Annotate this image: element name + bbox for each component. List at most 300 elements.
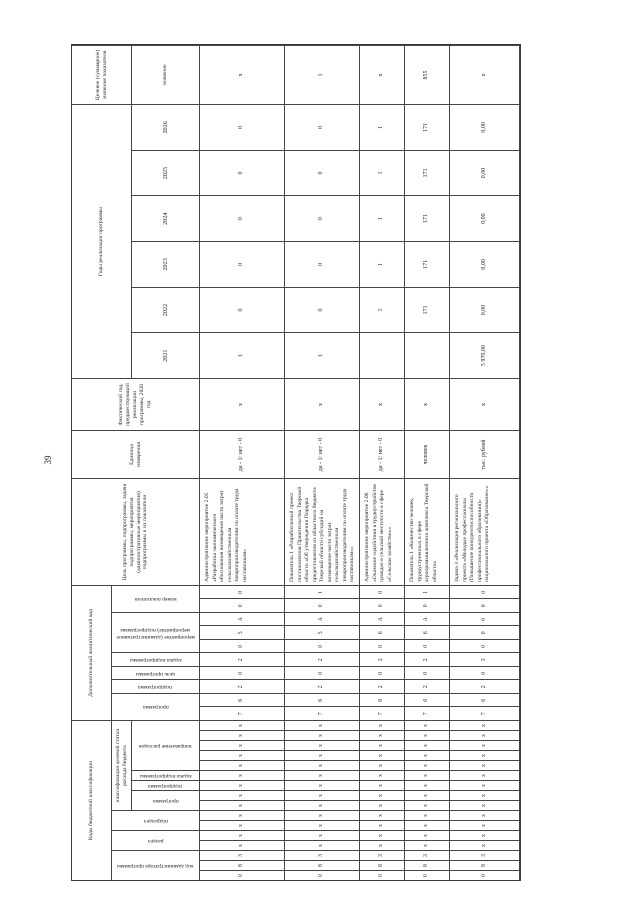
page-number: 39	[43, 455, 53, 465]
budget-code-cell-text: 3	[480, 854, 487, 857]
budget-code-cell	[200, 820, 285, 830]
year-value-cell-text: 1	[378, 308, 385, 312]
analytic-code-cell	[200, 639, 285, 653]
budget-code-cell-text: х	[423, 824, 430, 827]
analytic-code-cell-text: А	[423, 617, 430, 622]
fact-cell-text: х	[423, 403, 430, 406]
analytic-code-cell	[450, 680, 520, 694]
year-value-cell	[285, 332, 360, 378]
budget-code-cell	[285, 760, 360, 770]
analytic-code-cell	[360, 599, 405, 613]
target-value-cell-text: 855	[423, 70, 430, 80]
budget-code-cell	[450, 850, 520, 860]
budget-code-cell	[450, 720, 520, 730]
target-value-cell	[405, 45, 450, 104]
budget-code-cell-text: х	[423, 734, 430, 737]
analytic-code-cell	[450, 666, 520, 680]
budget-code-cell	[405, 760, 450, 770]
analytic-code-cell-text: 2	[378, 658, 385, 662]
analytic-code-cell-text: 6	[238, 698, 245, 702]
year-value-cell	[405, 104, 450, 150]
analytic-code-cell-text: 2	[238, 658, 245, 662]
budget-code-cell	[450, 870, 520, 880]
fact-cell-text: х	[238, 403, 245, 406]
analytic-code-cell	[450, 612, 520, 626]
budget-code-cell	[285, 780, 360, 790]
year-value-cell	[450, 104, 520, 150]
budget-code-cell	[405, 780, 450, 790]
analytic-code-header	[72, 585, 112, 720]
budget-code-cell-text: х	[423, 814, 430, 817]
fact-cell	[450, 378, 520, 430]
budget-code-cell	[285, 810, 360, 820]
cs-subprogram-header	[132, 780, 200, 790]
analytic-code-cell	[450, 707, 520, 721]
analytic-code-cell-text: 6	[378, 698, 385, 702]
budget-code-cell	[285, 840, 360, 850]
year-value-cell-text: 171	[423, 305, 430, 315]
an-subprogram-header-text: подпрограмма	[138, 684, 173, 691]
budget-code-cell-text: 8	[480, 864, 487, 867]
budget-code-cell	[450, 810, 520, 820]
budget-code-cell-text: х	[318, 754, 325, 757]
analytic-code-cell-text: 0	[378, 671, 385, 675]
unit-cell	[405, 430, 450, 478]
year-value-cell-text: 0	[238, 308, 245, 312]
budget-code-cell-text: х	[480, 724, 487, 727]
year-value-cell-text: 0	[238, 171, 245, 175]
budget-code-cell-text: х	[238, 844, 245, 847]
cs-program-header-text: программа	[152, 798, 179, 804]
analytic-code-cell-text: 0	[238, 604, 245, 608]
budget-code-cell-text: х	[423, 804, 430, 807]
budget-code-cell	[360, 790, 405, 800]
goal-text-cell-text: Показатель 1 «Разработанный проект постановления Правительства Тверской области «Об утверждении Порядка предоставления из областного бюджета Тверской области субсидий на возмещение части затрат сельскохозяйственным товаропроизводителям по оплате труда наставникам»»	[289, 486, 356, 582]
analytic-code-cell	[450, 693, 520, 707]
budget-code-cell	[450, 750, 520, 760]
budget-code-cell	[450, 840, 520, 850]
analytic-code-cell-text: 0	[238, 671, 245, 675]
analytic-code-header-text: Дополнительный аналитический код	[88, 609, 94, 697]
analytic-code-cell-text: 5	[318, 631, 325, 635]
section-header-text: раздел	[147, 838, 164, 844]
fact-header	[72, 378, 200, 430]
budget-code-cell-text: 3	[423, 854, 430, 857]
budget-code-cell	[285, 740, 360, 750]
year-value-cell	[450, 195, 520, 241]
year-header-text: 2021	[161, 349, 169, 362]
analytic-code-cell	[405, 707, 450, 721]
budget-code-cell	[360, 740, 405, 750]
budget-code-cell-text: х	[378, 734, 385, 737]
table-row	[200, 45, 285, 880]
fact-header-text: Фактический год, предшествующий реализации программы, 2020 год	[118, 383, 152, 426]
analytic-code-cell-text: 0	[480, 604, 487, 608]
cs-task-header-text: задача подпрограммы	[139, 773, 192, 779]
analytic-code-cell-text: 0	[480, 644, 487, 648]
analytic-code-cell	[285, 585, 360, 599]
analytic-code-cell-text: 6	[480, 698, 487, 702]
budget-code-cell-text: х	[378, 784, 385, 787]
analytic-code-cell-text: А	[378, 617, 385, 622]
analytic-code-cell	[285, 639, 360, 653]
year-header	[132, 287, 200, 333]
budget-code-cell	[360, 840, 405, 850]
analytic-code-cell-text: 6	[423, 631, 430, 635]
analytic-code-cell	[405, 599, 450, 613]
cs-program-header	[132, 790, 200, 810]
year-header	[132, 332, 200, 378]
budget-code-cell-text: 0	[480, 874, 487, 877]
analytic-code-cell-text: 7	[238, 712, 245, 716]
table-row	[285, 45, 360, 880]
budget-code-cell	[200, 750, 285, 760]
an-program-header-text: программа	[142, 704, 169, 711]
budget-code-cell	[405, 870, 450, 880]
year-value-cell	[285, 287, 360, 333]
subsection-header	[112, 810, 200, 830]
budget-code-cell	[360, 750, 405, 760]
fact-cell-text: х	[318, 403, 325, 406]
analytic-code-cell-text: А	[238, 617, 245, 622]
budget-code-cell	[360, 810, 405, 820]
goal-header	[72, 478, 200, 585]
budget-code-cell	[200, 860, 285, 870]
budget-code-cell-text: 3	[238, 854, 245, 857]
year-value-cell-text: 171	[423, 122, 430, 132]
budget-code-cell-text: х	[318, 824, 325, 827]
year-value-cell	[285, 104, 360, 150]
year-value-cell	[360, 332, 405, 378]
budget-code-cell-text: х	[480, 814, 487, 817]
analytic-code-cell-text: 7	[318, 712, 325, 716]
analytic-code-cell	[450, 585, 520, 599]
target-value-cell-text: х	[378, 73, 385, 77]
target-sub-header	[132, 45, 200, 104]
unit-cell	[450, 430, 520, 478]
year-value-cell	[450, 150, 520, 196]
budget-code-cell	[285, 720, 360, 730]
budget-code-cell	[285, 730, 360, 740]
goal-text-cell	[360, 478, 405, 585]
budget-code-cell	[200, 850, 285, 860]
analytic-code-cell-text: 7	[480, 712, 487, 716]
budget-code-cell	[450, 760, 520, 770]
budget-code-cell-text: х	[423, 764, 430, 767]
year-value-cell-text: 1	[378, 125, 385, 129]
budget-code-cell	[405, 730, 450, 740]
budget-code-cell-text: х	[318, 724, 325, 727]
budget-code-cell	[285, 820, 360, 830]
analytic-code-cell	[200, 612, 285, 626]
budget-code-cell-text: х	[480, 794, 487, 797]
analytic-code-cell-text: 0	[480, 671, 487, 675]
analytic-code-cell-text: 0	[423, 644, 430, 648]
budget-code-cell-text: х	[378, 814, 385, 817]
budget-code-cell-text: 3	[378, 854, 385, 857]
year-value-cell	[360, 104, 405, 150]
budget-code-cell	[405, 810, 450, 820]
analytic-code-cell	[360, 693, 405, 707]
target-article-header	[112, 720, 132, 810]
year-value-cell	[450, 287, 520, 333]
budget-code-cell	[405, 820, 450, 830]
analytic-code-cell	[360, 585, 405, 599]
year-value-cell-text: 0,00	[480, 259, 487, 270]
expense-direction-header	[132, 720, 200, 770]
goal-text-cell-text: Показатель 1 «Количество человек, трудоустроенных в сфере агропромышленного комплекса Тверской области»	[409, 483, 438, 582]
budget-code-cell	[285, 860, 360, 870]
budget-code-cell-text: х	[378, 754, 385, 757]
year-value-cell	[200, 241, 285, 287]
budget-code-cell-text: х	[378, 744, 385, 747]
year-value-cell-text: 1	[238, 354, 245, 358]
analytic-code-cell	[405, 653, 450, 667]
budget-code-cell	[200, 780, 285, 790]
unit-cell-text: человек	[423, 444, 430, 465]
fact-cell-text: х	[480, 403, 487, 406]
budget-code-cell-text: х	[238, 784, 245, 787]
budget-code-cell	[200, 830, 285, 840]
analytic-code-cell	[405, 693, 450, 707]
unit-cell-text: да - 1/ нет - 0	[238, 437, 245, 472]
budget-code-cell	[360, 760, 405, 770]
admin-code-header	[112, 850, 200, 880]
year-value-cell-text: 1	[378, 217, 385, 221]
budget-codes-header-text: Коды бюджетной классификации	[88, 760, 94, 841]
year-value-cell-text: 0,00	[480, 122, 487, 133]
analytic-code-cell	[200, 707, 285, 721]
analytic-code-cell-text: 6	[423, 698, 430, 702]
budget-code-cell	[450, 860, 520, 870]
budget-code-cell	[285, 750, 360, 760]
budget-code-cell-text: х	[238, 814, 245, 817]
analytic-code-cell	[285, 666, 360, 680]
budget-code-cell-text: х	[318, 784, 325, 787]
budget-code-cell-text: х	[318, 744, 325, 747]
analytic-code-cell	[360, 612, 405, 626]
year-value-cell	[200, 104, 285, 150]
budget-code-cell-text: 0	[318, 874, 325, 877]
budget-code-cell	[405, 850, 450, 860]
goal-text-cell	[200, 478, 285, 585]
years-header	[72, 104, 132, 378]
budget-code-cell	[405, 860, 450, 870]
budget-code-cell-text: х	[318, 734, 325, 737]
budget-code-cell-text: х	[423, 754, 430, 757]
analytic-code-cell-text: 0	[423, 604, 430, 608]
budget-code-cell-text: х	[238, 804, 245, 807]
an-goal-header-text: цель программы	[135, 670, 176, 677]
budget-code-cell	[200, 720, 285, 730]
analytic-code-cell-text: 0	[480, 590, 487, 594]
analytic-code-cell	[200, 599, 285, 613]
table-row	[405, 45, 450, 880]
budget-code-cell	[360, 820, 405, 830]
year-value-cell-text: 1	[318, 354, 325, 358]
budget-code-cell-text: х	[318, 764, 325, 767]
year-value-cell	[450, 241, 520, 287]
analytic-code-cell-text: 0	[238, 644, 245, 648]
year-header	[132, 150, 200, 196]
analytic-code-cell	[405, 639, 450, 653]
year-value-cell-text: 171	[423, 259, 430, 269]
analytic-code-cell	[200, 585, 285, 599]
budget-code-cell	[200, 870, 285, 880]
budget-code-cell-text: х	[238, 724, 245, 727]
analytic-code-cell	[360, 680, 405, 694]
year-value-cell-text: 5 970,00	[480, 345, 487, 367]
budget-code-cell	[405, 720, 450, 730]
budget-code-cell	[200, 790, 285, 800]
program-indicators-table	[43, 45, 520, 880]
year-value-cell	[200, 287, 285, 333]
analytic-code-cell	[360, 639, 405, 653]
analytic-code-cell-text: 6	[318, 698, 325, 702]
budget-code-cell	[285, 800, 360, 810]
goal-text-cell-text: Задача 3 «Реализация регионального проекта «Молодые профессионалы (Повышение конкурентоспособности профессионального образования)» национального проекта «Образование»»	[454, 485, 491, 582]
budget-code-cell	[360, 780, 405, 790]
target-value-cell	[200, 45, 285, 104]
budget-code-cell	[285, 770, 360, 780]
target-sub-header-text: значение	[162, 64, 168, 86]
an-indicator-header	[112, 585, 200, 612]
budget-code-cell-text: х	[480, 804, 487, 807]
budget-code-cell	[405, 800, 450, 810]
unit-header-text: Единица измерения	[128, 442, 142, 467]
year-value-cell-text: 0	[238, 262, 245, 266]
budget-code-cell	[360, 830, 405, 840]
budget-code-cell-text: 8	[238, 864, 245, 867]
budget-code-cell-text: х	[318, 814, 325, 817]
analytic-code-cell	[450, 653, 520, 667]
budget-code-cell-text: х	[480, 774, 487, 777]
budget-code-cell-text: 0	[423, 874, 430, 877]
budget-code-cell	[450, 820, 520, 830]
year-value-cell	[450, 332, 520, 378]
analytic-code-cell-text: 0	[318, 644, 325, 648]
analytic-code-cell	[285, 680, 360, 694]
unit-header	[72, 430, 200, 478]
year-value-cell	[405, 150, 450, 196]
budget-code-cell-text: х	[378, 804, 385, 807]
year-value-cell	[405, 287, 450, 333]
budget-code-cell	[405, 770, 450, 780]
analytic-code-cell	[200, 666, 285, 680]
budget-code-cell	[450, 770, 520, 780]
budget-code-cell	[360, 860, 405, 870]
budget-code-cell-text: х	[423, 784, 430, 787]
budget-code-cell-text: х	[480, 734, 487, 737]
budget-code-cell	[450, 830, 520, 840]
budget-codes-header	[72, 720, 112, 880]
year-value-cell	[405, 332, 450, 378]
analytic-code-cell-text: 2	[423, 658, 430, 662]
budget-code-cell	[360, 730, 405, 740]
budget-code-cell	[285, 790, 360, 800]
fact-cell	[405, 378, 450, 430]
section-header	[112, 830, 200, 850]
analytic-code-cell	[285, 612, 360, 626]
year-value-cell-text: 0	[238, 217, 245, 221]
goal-text-cell-text: Административное мероприятие 2.05 «Разработка экономического обоснования возмещения части затрат сельскохозяйственным товаропроизводителям по оплате труда наставникам»	[204, 488, 248, 582]
analytic-code-cell	[200, 626, 285, 640]
unit-cell-text: да - 1/ нет - 0	[378, 437, 385, 472]
budget-code-cell-text: х	[238, 734, 245, 737]
budget-code-cell-text: 3	[318, 854, 325, 857]
analytic-code-cell	[285, 707, 360, 721]
budget-code-cell	[200, 840, 285, 850]
budget-code-cell-text: х	[378, 764, 385, 767]
goal-text-cell	[450, 478, 520, 585]
budget-code-cell	[285, 870, 360, 880]
analytic-code-cell-text: 7	[378, 712, 385, 716]
budget-code-cell-text: х	[423, 794, 430, 797]
an-subprogram-header	[112, 680, 200, 694]
fact-cell-text: х	[378, 403, 385, 406]
budget-code-cell-text: х	[238, 794, 245, 797]
analytic-code-cell	[405, 626, 450, 640]
budget-code-cell-text: х	[480, 834, 487, 837]
year-value-cell-text: 0	[318, 262, 325, 266]
budget-code-cell-text: х	[318, 804, 325, 807]
year-value-cell	[360, 241, 405, 287]
an-event-header-text: мероприятие (административное мероприятие) подпрограммы	[116, 626, 195, 640]
analytic-code-cell-text: 1	[318, 590, 325, 594]
an-task-header-text: задача подпрограммы	[129, 657, 182, 664]
analytic-code-cell-text: 0	[238, 590, 245, 594]
budget-code-cell-text: х	[480, 764, 487, 767]
budget-code-cell-text: х	[480, 784, 487, 787]
year-value-cell-text: 1	[378, 262, 385, 266]
unit-cell	[285, 430, 360, 478]
budget-code-cell-text: х	[238, 774, 245, 777]
year-value-cell	[360, 195, 405, 241]
budget-code-cell	[405, 830, 450, 840]
year-value-cell	[360, 287, 405, 333]
target-value-cell	[285, 45, 360, 104]
year-value-cell	[285, 150, 360, 196]
budget-code-cell-text: 8	[318, 864, 325, 867]
analytic-code-cell-text: 2	[318, 658, 325, 662]
year-header	[132, 195, 200, 241]
budget-code-cell	[200, 740, 285, 750]
analytic-code-cell	[285, 599, 360, 613]
year-value-cell-text: 0	[318, 125, 325, 129]
year-value-cell-text: 0	[318, 308, 325, 312]
budget-code-cell-text: х	[378, 774, 385, 777]
subsection-header-text: подраздел	[143, 818, 168, 824]
analytic-code-cell-text: 6	[378, 631, 385, 635]
table-row	[450, 45, 520, 880]
year-value-cell-text: 0	[318, 171, 325, 175]
goal-text-cell	[405, 478, 450, 585]
years-header-text: Годы реализации программы	[98, 206, 104, 277]
analytic-code-cell-text: 5	[238, 631, 245, 635]
budget-code-cell-text: х	[423, 834, 430, 837]
analytic-code-cell-text: 0	[423, 671, 430, 675]
analytic-code-cell	[360, 666, 405, 680]
budget-code-cell	[360, 770, 405, 780]
analytic-code-cell-text: 2	[480, 685, 487, 689]
expense-direction-header-text: направление расходов	[139, 743, 192, 749]
fact-cell	[360, 378, 405, 430]
budget-code-cell	[360, 800, 405, 810]
fact-cell	[200, 378, 285, 430]
budget-code-cell	[405, 790, 450, 800]
target-value-cell-text: 1	[318, 73, 325, 77]
budget-code-cell-text: х	[318, 774, 325, 777]
